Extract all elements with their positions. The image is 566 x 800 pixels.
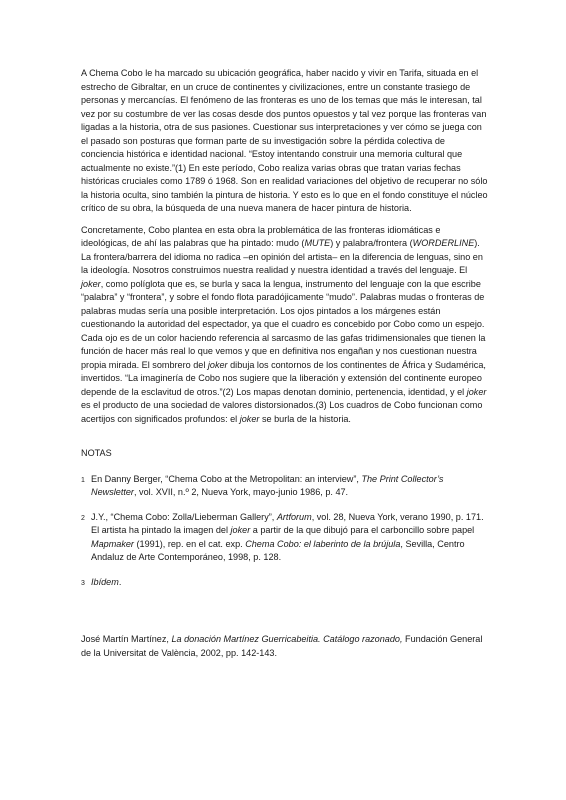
footnote-text	[91, 577, 121, 587]
italic-text-segment: Artforum	[276, 511, 312, 522]
text-segment: A Chema Cobo le ha marcado su ubicación geográfica, haber nacido y vivir en Tarifa, situada en el estrecho de Gibraltar, en un cruce de continentes y civilizaciones, entre un constante trasiego de personas y mercancías. El fenómeno de las fronteras es uno de los temas que más le interesan, tal vez por su costumbre de ver las cosas desde dos puntos opuestos y tal vez porque las fronteras van ligadas a la historia, otra de sus pasiones. Cuestionar sus interpretaciones y ver cómo se juega con el pasado son posturas que forman parte de su investigación sobre la pérdida colectiva de conciencia histórica e identidad nacional. “Estoy intentando construir una memoria cultural que actualmente no existe.”(1) En este período, Cobo realiza varias obras que tratan varias fechas históricas cruciales como 1789 ó 1968. Son en realidad variaciones del objetivo de recuperar no sólo la historia oculta, sino también la pintura de historia. Y esto es lo que en el fondo constituye el núcleo crítico de su obra, la búsqueda de una nueva manera de hacer pintura de historia.	[81, 68, 488, 213]
text-segment: es el producto de una sociedad de valores distorsionados.(3) Los cuadros de Cobo funcionan como acertijos con significados profundos: el	[81, 400, 483, 424]
notes-heading: NOTAS	[81, 448, 112, 458]
paragraph-2	[81, 224, 489, 427]
italic-text-segment: joker	[81, 278, 101, 289]
footnote-2	[81, 511, 489, 565]
footnote-3	[81, 576, 489, 590]
text-segment: J.Y., “Chema Cobo: Zolla/Lieberman Gallery”,	[91, 511, 277, 522]
italic-text-segment: joker	[230, 525, 251, 535]
paragraph-1	[81, 67, 489, 216]
text-segment: Fundación General de la Universitat de València, 2002, pp. 142-143.	[81, 634, 483, 658]
text-segment: ). La frontera/barrera del idioma no radica –en opinión del artista– en la diferencia de lenguas, sino en la ideología. Nosotros construimos nuestra realidad y nuestra identidad a través del lenguaje. El	[81, 238, 483, 275]
document-content	[81, 67, 489, 668]
footnote-1	[81, 473, 489, 500]
text-segment: , vol. XVII, n.º 2, Nueva York, mayo-junio 1986, p. 47.	[133, 487, 349, 497]
text-segment: dibuja los contornos de los continentes de África y Sudamérica, invertidos. “La imaginería de Cobo nos sugiere que la liberación y extensión del continente europeo depende de la esclavitud de otros.”(2) Los mapas denotan dominio, pertenencia, identidad, y el	[81, 359, 486, 397]
italic-text-segment: WORDERLINE	[412, 238, 475, 248]
text-segment: se burla de la historia.	[259, 413, 351, 424]
italic-text-segment: joker	[239, 413, 260, 424]
footnote-text	[91, 474, 443, 498]
text-segment: a partir de la que dibujó para el carboncillo sobre papel	[250, 525, 475, 535]
text-segment: , Sevilla, Centro Andaluz de Arte Contemporáneo, 1998, p. 128.	[91, 538, 465, 562]
italic-text-segment: Chema Cobo: el laberinto de la brújula	[245, 538, 401, 549]
italic-text-segment: Mapmaker	[91, 538, 134, 549]
italic-text-segment: La donación Martínez Guerricabeitia. Catálogo razonado,	[171, 634, 403, 644]
text-segment: .	[118, 576, 122, 587]
text-segment: En Danny Berger, “Chema Cobo at the Metropolitan: an interview”,	[91, 473, 362, 484]
italic-text-segment: Ibídem	[91, 576, 119, 587]
italic-text-segment: joker	[466, 386, 487, 397]
italic-text-segment: joker	[207, 359, 228, 370]
text-segment: Concretamente, Cobo plantea en esta obra la problemática de las fronteras idiomáticas e ideológicas, de ahí las palabras que ha pintado: mudo (	[81, 224, 441, 248]
text-segment: ) y palabra/frontera (	[330, 238, 413, 248]
italic-text-segment: The Print Collector’s Newsletter	[91, 473, 444, 497]
footnote-text	[91, 512, 484, 563]
text-segment: (1991), rep. en el cat. exp.	[133, 538, 246, 549]
footnote-number: 2	[81, 514, 85, 522]
text-segment: , vol. 28, Nueva York, verano 1990, p. 171. El artista ha pintado la imagen del	[91, 511, 484, 535]
footnote-number: 1	[81, 476, 85, 484]
italic-text-segment: MUTE	[304, 238, 331, 248]
text-segment: , como políglota que es, se burla y saca la lengua, instrumento del lenguaje con la que escribe “palabra” y “frontera”, y sobre el fondo flota paradójicamente “mudo”. Palabras mudas o fronteras de palabras mudas sería una posible interpretación. Los ojos pintados a los márgenes están cuestionando la autoridad del espectador, ya que el cuadro es concebido por Cobo como un espejo. Cada ojo es de un color haciendo referencia al sarcasmo de las gafas tridimensionales que tienen la función de hacer más real lo que vemos y que en definitiva nos engañan y nos cuestionan nuestra propia mirada. El sombrero del	[81, 278, 486, 370]
footnote-number: 3	[81, 579, 85, 587]
source-citation	[81, 633, 489, 660]
text-segment: José Martín Martínez,	[81, 634, 172, 644]
